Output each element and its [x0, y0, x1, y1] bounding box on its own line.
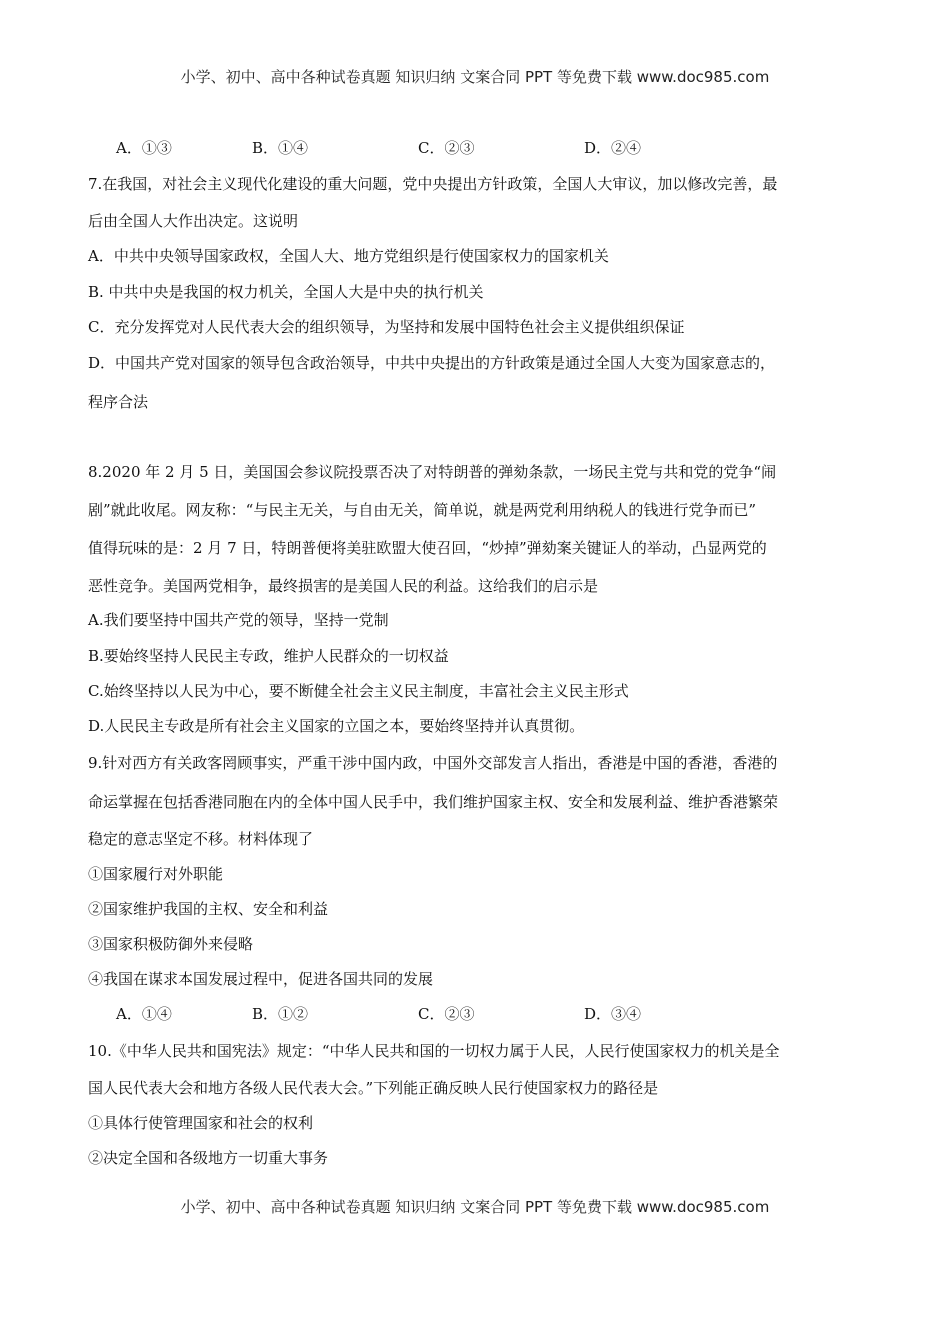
- q10-stem-line1: 10.《中华人民共和国宪法》规定：“中华人民共和国的一切权力属于人民，人民行使国家权力的机关是全: [88, 1042, 780, 1060]
- q8-option-b: B.要始终坚持人民民主专政，维护人民群众的一切权益: [88, 647, 449, 665]
- q9-option-b: B．①②: [252, 1005, 309, 1023]
- q9-option-a: A．①④: [116, 1005, 172, 1023]
- q8-option-d: D.人民民主专政是所有社会主义国家的立国之本，要始终坚持并认真贯彻。: [88, 717, 585, 735]
- q9-item-2: ②国家维护我国的主权、安全和利益: [88, 900, 329, 918]
- q9-stem-line1: 9.针对西方有关政客罔顾事实，严重干涉中国内政，中国外交部发言人指出，香港是中国的香港，香港的: [88, 754, 778, 772]
- q6-option-d: D．②④: [584, 139, 642, 157]
- q8-stem-line1: 8.2020 年 2 月 5 日，美国国会参议院投票否决了对特朗普的弹劾条款，一场民主党与共和党的党争“闹: [88, 463, 777, 481]
- q9-option-d: D．③④: [584, 1005, 642, 1023]
- q6-option-c: C．②③: [418, 139, 475, 157]
- q7-option-c: C．充分发挥党对人民代表大会的组织领导，为坚持和发展中国特色社会主义提供组织保证: [88, 318, 685, 336]
- q6-option-a: A．①③: [116, 139, 172, 157]
- q9-item-4: ④我国在谋求本国发展过程中，促进各国共同的发展: [88, 970, 434, 988]
- q8-stem-line2: 剧”就此收尾。网友称：“与民主无关，与自由无关，简单说，就是两党利用纳税人的钱进行党争而已”: [88, 501, 757, 519]
- q8-option-c: C.始终坚持以人民为中心，要不断健全社会主义民主制度，丰富社会主义民主形式: [88, 682, 629, 700]
- q9-stem-line3: 稳定的意志坚定不移。材料体现了: [88, 830, 314, 848]
- page-footer: 小学、初中、高中各种试卷真题 知识归纳 文案合同 PPT 等免费下载 www.doc985.com: [180, 1198, 770, 1216]
- q8-option-a: A.我们要坚持中国共产党的领导，坚持一党制: [88, 611, 389, 629]
- q7-option-d-line1: D．中国共产党对国家的领导包含政治领导，中共中央提出的方针政策是通过全国人大变为国家意志的，: [88, 354, 776, 372]
- q7-option-a: A．中共中央领导国家政权，全国人大、地方党组织是行使国家权力的国家机关: [88, 247, 609, 265]
- q8-stem-line3: 值得玩味的是：2 月 7 日，特朗普便将美驻欧盟大使召回，“炒掉”弹劾案关键证人的举动，凸显两党的: [88, 539, 767, 557]
- page-header: 小学、初中、高中各种试卷真题 知识归纳 文案合同 PPT 等免费下载 www.doc985.com: [180, 68, 770, 86]
- q7-option-d-line2: 程序合法: [88, 393, 149, 411]
- q10-item-1: ①具体行使管理国家和社会的权利: [88, 1114, 314, 1132]
- q7-option-b: B. 中共中央是我国的权力机关，全国人大是中央的执行机关: [88, 283, 484, 301]
- q7-stem-line1: 7.在我国，对社会主义现代化建设的重大问题，党中央提出方针政策，全国人大审议，加以修改完善，最: [88, 175, 778, 193]
- q9-stem-line2: 命运掌握在包括香港同胞在内的全体中国人民手中，我们维护国家主权、安全和发展利益、维护香港繁荣: [88, 793, 779, 811]
- q9-item-1: ①国家履行对外职能: [88, 865, 224, 883]
- q10-stem-line2: 国人民代表大会和地方各级人民代表大会。”下列能正确反映人民行使国家权力的路径是: [88, 1079, 659, 1097]
- q8-stem-line4: 恶性竞争。美国两党相争，最终损害的是美国人民的利益。这给我们的启示是: [88, 577, 599, 595]
- q10-item-2: ②决定全国和各级地方一切重大事务: [88, 1149, 329, 1167]
- q6-option-b: B．①④: [252, 139, 309, 157]
- q9-item-3: ③国家积极防御外来侵略: [88, 935, 254, 953]
- q7-stem-line2: 后由全国人大作出决定。这说明: [88, 212, 299, 230]
- q9-option-c: C．②③: [418, 1005, 475, 1023]
